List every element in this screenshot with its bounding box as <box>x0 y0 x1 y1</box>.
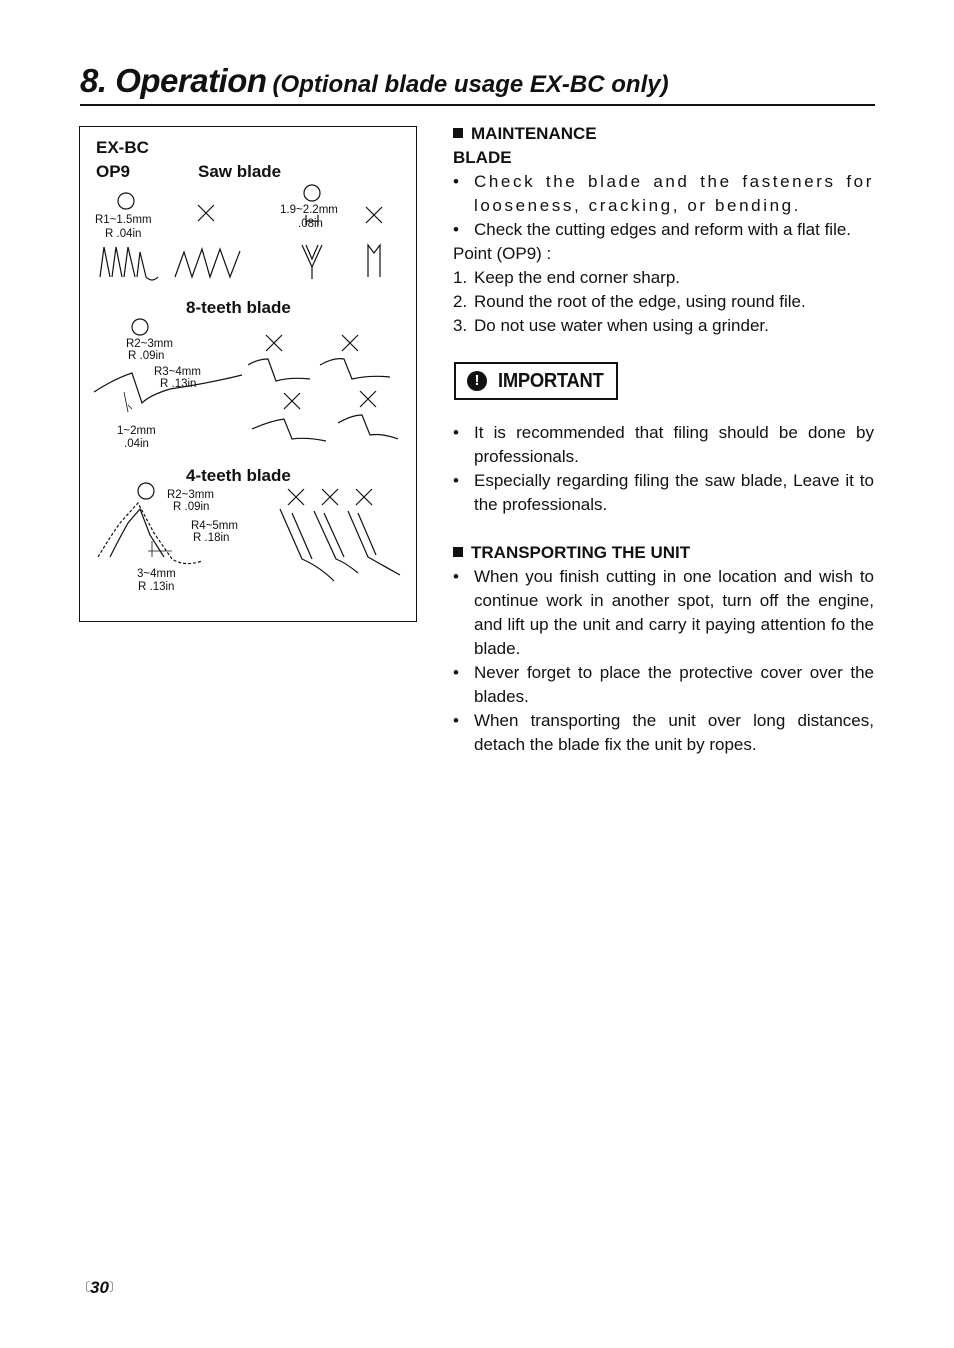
bullet-icon: • <box>453 663 459 682</box>
important-label: IMPORTANT <box>498 370 604 392</box>
transport-heading: TRANSPORTING THE UNIT <box>453 541 874 565</box>
point-label: OP9 <box>96 162 131 181</box>
blade-diagram-drawing <box>80 127 418 623</box>
wrong-mark-icon <box>342 335 358 351</box>
maintenance-heading: MAINTENANCE <box>453 122 874 146</box>
bullet-icon: • <box>453 220 459 239</box>
title-subtitle: (Optional blade usage EX-BC only) <box>272 71 669 98</box>
wrong-mark-icon <box>360 391 376 407</box>
list-item: • Never forget to place the protective cover over the blades. <box>453 663 874 706</box>
four-tooth-correct-icon <box>110 509 164 557</box>
blade-subheading: BLADE <box>453 148 512 167</box>
list-item: • It is recommended that filing should be done by professionals. <box>453 423 874 466</box>
wrong-mark-icon <box>356 489 372 505</box>
eight-tooth-wrong-icon <box>248 359 310 381</box>
exclamation-icon: ! <box>467 371 487 391</box>
eight-r1-in: R .09in <box>128 350 165 362</box>
square-bullet-icon <box>453 547 463 557</box>
wrong-mark-icon <box>266 335 282 351</box>
eight-r2-mm: R3~4mm <box>154 366 201 378</box>
list-item: • Especially regarding filing the saw blade, Leave it to the professionals. <box>453 471 874 514</box>
tooth-set-wrong-icon <box>368 245 380 277</box>
list-item: 3. Do not use water when using a grinder. <box>453 316 769 335</box>
wrong-mark-icon <box>366 207 382 223</box>
correct-mark-icon <box>138 483 154 499</box>
point-heading: Point (OP9) : <box>453 244 552 263</box>
page-number: 〔30〕 <box>78 1278 121 1297</box>
bullet-icon: • <box>453 471 459 490</box>
instructions-column <box>453 122 874 757</box>
four-r1-mm: R2~3mm <box>167 489 214 501</box>
four-r2-mm: R4~5mm <box>191 520 238 532</box>
eight-tooth-wrong-icon <box>252 419 326 441</box>
saw-width-mm: 1.9~2.2mm <box>280 204 338 216</box>
list-item: 2. Round the root of the edge, using round file. <box>453 292 806 311</box>
list-item: • Check the cutting edges and reform with a flat file. <box>453 218 874 242</box>
list-item: • When transporting the unit over long distances, detach the blade fix the unit by ropes. <box>453 711 874 754</box>
correct-mark-icon <box>132 319 148 335</box>
wrong-mark-icon <box>288 489 304 505</box>
four-depth-in: R .13in <box>138 581 175 593</box>
eight-tooth-wrong-icon <box>320 359 390 379</box>
four-tooth-wrong-icon <box>280 509 334 581</box>
wrong-mark-icon <box>284 393 300 409</box>
list-item: 1. Keep the end corner sharp. <box>453 268 681 287</box>
eight-depth-in: .04in <box>124 438 149 450</box>
wrong-mark-icon <box>198 205 214 221</box>
bullet-icon: • <box>453 567 459 586</box>
bullet-icon: • <box>453 172 462 191</box>
saw-radius-in: R .04in <box>105 228 142 240</box>
tooth-set-correct-icon <box>302 245 322 279</box>
saw-blade-label: Saw blade <box>198 162 282 181</box>
page-title <box>80 62 875 106</box>
important-badge <box>454 362 618 400</box>
four-tooth-wrong-icon <box>348 511 400 575</box>
eight-tooth-wrong-icon <box>338 415 398 439</box>
bullet-icon: • <box>453 423 459 442</box>
saw-width-in: .08in <box>298 218 323 230</box>
list-item: • Check the blade and the fasteners for looseness, cracking, or bending. <box>453 172 874 215</box>
saw-radius-mm: R1~1.5mm <box>95 214 152 226</box>
eight-r2-in: R .13in <box>160 378 197 390</box>
model-label: EX-BC <box>96 138 149 157</box>
eight-depth-mm: 1~2mm <box>117 425 156 437</box>
saw-tooth-correct-icon <box>100 247 158 280</box>
list-item: • When you finish cutting in one location and wish to continue work in another spot, turn off the engine, and lift up the unit and carry it paying attention fo the blade. <box>453 567 874 658</box>
correct-mark-icon <box>118 193 134 209</box>
square-bullet-icon <box>453 128 463 138</box>
eight-r1-mm: R2~3mm <box>126 338 173 350</box>
four-r2-in: R .18in <box>193 532 230 544</box>
wrong-mark-icon <box>322 489 338 505</box>
four-r1-in: R .09in <box>173 501 210 513</box>
title-main: 8. Operation <box>80 62 267 99</box>
correct-mark-icon <box>304 185 320 201</box>
four-depth-mm: 3~4mm <box>137 568 176 580</box>
bullet-icon: • <box>453 711 459 730</box>
saw-tooth-wrong-icon <box>175 249 240 277</box>
eight-teeth-label: 8-teeth blade <box>186 298 291 317</box>
blade-diagram <box>79 126 417 622</box>
four-teeth-label: 4-teeth blade <box>186 466 291 485</box>
